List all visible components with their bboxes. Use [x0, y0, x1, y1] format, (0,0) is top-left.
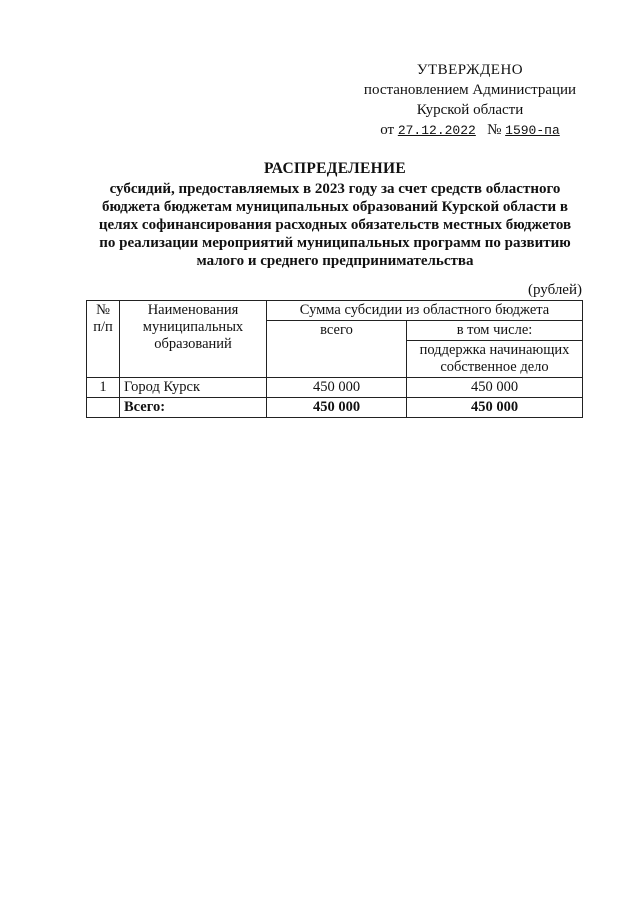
header-num: № п/п — [87, 301, 120, 378]
grand-total-support: 450 000 — [407, 398, 583, 418]
header-total: всего — [267, 321, 407, 378]
title-line-1: субсидий, предоставляемых в 2023 году за счет средств областного — [109, 181, 561, 197]
grand-total-num-cell — [87, 398, 120, 418]
header-row-1 — [87, 301, 583, 321]
header-support: поддержка начинающих собственное дело — [407, 341, 583, 378]
grand-total-value: 450 000 — [267, 398, 407, 418]
document-title — [80, 160, 590, 270]
title-line-2: бюджета бюджетам муниципальных образований Курской области в — [102, 199, 568, 215]
table-row — [87, 378, 583, 398]
row-total: 450 000 — [267, 378, 407, 398]
header-name: Наименования муниципальных образований — [120, 301, 267, 378]
grand-total-row — [87, 398, 583, 418]
date-prefix: от — [380, 122, 395, 138]
title-line-3: целях софинансирования расходных обязательств местных бюджетов — [98, 217, 572, 233]
approval-date-line — [350, 120, 590, 141]
header-incl: в том числе: — [407, 321, 583, 341]
approval-stamp: УТВЕРЖДЕНО — [416, 62, 524, 78]
row-support: 450 000 — [407, 378, 583, 398]
row-num: 1 — [87, 378, 120, 398]
title-caps: РАСПРЕДЕЛЕНИЕ — [264, 160, 406, 177]
header-sum: Сумма субсидии из областного бюджета — [267, 301, 583, 321]
approval-line-1: постановлением Администрации — [363, 82, 577, 98]
approval-block — [350, 60, 590, 141]
title-line-5: малого и среднего предпринимательства — [196, 253, 474, 269]
approval-line-2: Курской области — [416, 102, 524, 118]
grand-total-label: Всего: — [120, 398, 267, 418]
title-line-4: по реализации мероприятий муниципальных программ по развитию — [99, 235, 571, 251]
resolution-number: 1590-па — [505, 123, 560, 138]
row-name: Город Курск — [120, 378, 267, 398]
distribution-table — [86, 300, 583, 418]
number-prefix: № — [487, 122, 502, 138]
resolution-date: 27.12.2022 — [397, 123, 476, 138]
units-label: (рублей) — [527, 282, 582, 298]
